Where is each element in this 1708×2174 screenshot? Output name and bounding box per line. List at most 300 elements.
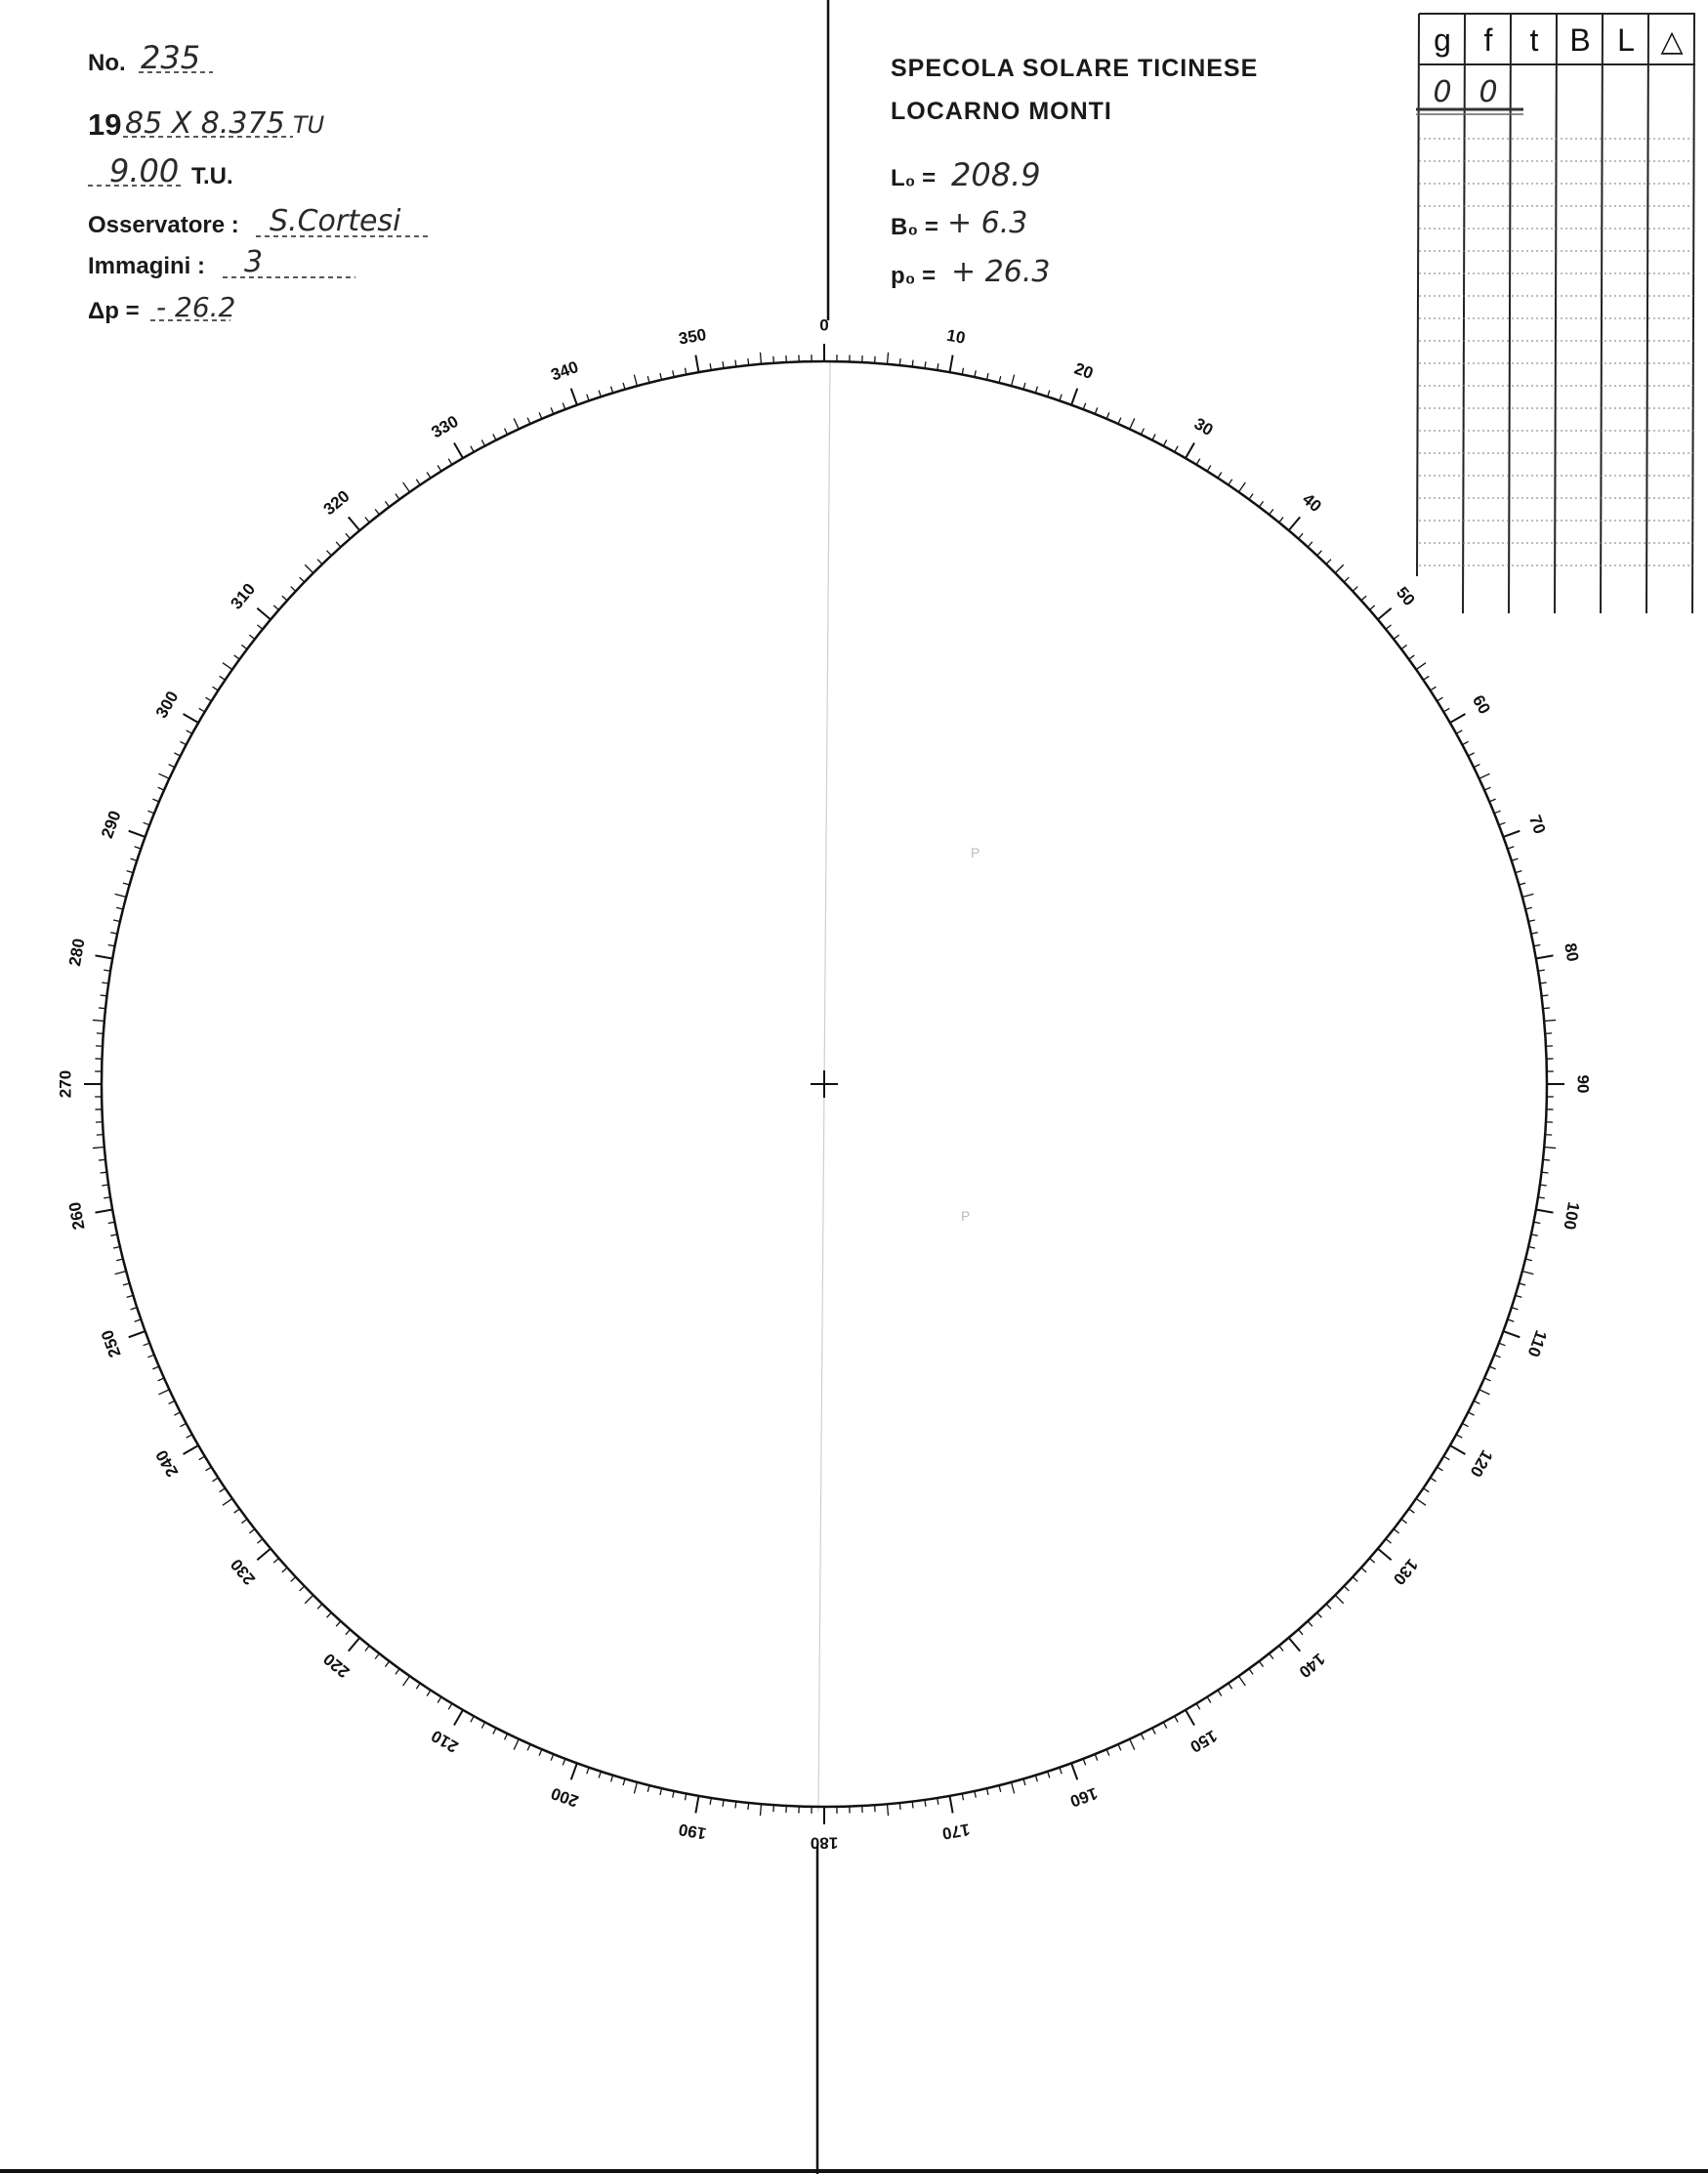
faint-mark-1: P: [971, 845, 980, 860]
degree-tick: [1106, 1749, 1109, 1755]
b0-label: B₀ =: [891, 214, 938, 240]
p0-value: + 26.3: [951, 255, 1051, 289]
degree-tick: [101, 1172, 107, 1173]
degree-tick: [539, 1749, 542, 1755]
degree-tick: [1519, 883, 1525, 885]
degree-tick: [1489, 1366, 1495, 1369]
table-col-line-4: [1601, 14, 1603, 613]
degree-tick: [1095, 407, 1098, 413]
degree-tick: [1503, 1331, 1520, 1337]
degree-tick: [481, 439, 484, 445]
table-col-line-6: [1692, 14, 1694, 613]
degree-tick: [113, 1246, 120, 1248]
degree-tick: [158, 773, 169, 778]
degree-tick: [986, 373, 988, 380]
degree-tick: [1106, 412, 1109, 418]
degree-tick: [1378, 608, 1392, 620]
degree-tick: [135, 1319, 142, 1321]
degree-tick: [1317, 1612, 1322, 1617]
degree-tick: [1175, 1716, 1178, 1722]
degree-tick: [184, 714, 199, 723]
degree-tick: [129, 831, 146, 837]
degree-tick: [975, 370, 976, 377]
degree-label-170: 170: [940, 1819, 972, 1844]
degree-label-320: 320: [319, 486, 354, 520]
degree-label-50: 50: [1392, 583, 1419, 609]
degree-label-210: 210: [428, 1726, 462, 1757]
degree-tick: [93, 1020, 104, 1021]
degree-tick: [481, 1722, 484, 1728]
degree-tick: [220, 1488, 226, 1492]
degree-tick: [1118, 1744, 1121, 1750]
degree-tick: [1494, 811, 1500, 814]
degree-tick: [300, 577, 305, 582]
degree-tick: [385, 1661, 389, 1667]
degree-tick: [403, 482, 410, 492]
degree-tick: [257, 625, 262, 629]
degree-tick: [1503, 831, 1520, 837]
degree-tick: [257, 608, 271, 620]
table-col-line-2: [1509, 14, 1511, 613]
degree-tick: [158, 1378, 164, 1381]
degree-tick: [127, 871, 134, 873]
degree-tick: [1468, 1412, 1474, 1415]
degree-tick: [1308, 542, 1312, 547]
degree-label-220: 220: [319, 1649, 354, 1682]
degree-tick: [1279, 1646, 1283, 1651]
table-header-delta: △: [1660, 24, 1684, 59]
degree-tick: [1218, 473, 1222, 479]
table-header-f: f: [1483, 22, 1493, 58]
degree-tick: [116, 907, 123, 909]
degree-tick: [184, 1445, 199, 1454]
table-cell-g-1: 0: [1433, 75, 1452, 109]
degree-label-230: 230: [227, 1555, 260, 1589]
degree-label-70: 70: [1524, 813, 1550, 837]
degree-tick: [213, 687, 219, 690]
degree-tick: [396, 494, 399, 500]
degree-tick: [257, 1549, 271, 1561]
degree-tick: [735, 360, 736, 367]
date-value: 85 X 8.375: [125, 106, 285, 141]
delta-p-label: Δp =: [88, 298, 140, 324]
degree-tick: [975, 1791, 976, 1798]
degree-tick: [1186, 1710, 1194, 1726]
degree-tick: [273, 1558, 278, 1563]
degree-tick: [514, 418, 519, 429]
degree-tick: [291, 1577, 296, 1582]
degree-tick: [1175, 446, 1178, 452]
degree-tick: [899, 1803, 900, 1810]
degree-tick: [1048, 391, 1050, 397]
degree-tick: [1152, 434, 1155, 439]
degree-tick: [1369, 1558, 1374, 1563]
degree-label-340: 340: [548, 357, 581, 385]
table-col-line-3: [1555, 14, 1557, 613]
degree-label-240: 240: [151, 1446, 183, 1481]
degree-tick: [1344, 577, 1349, 582]
observer-label: Osservatore :: [88, 212, 239, 238]
table-header-t: t: [1529, 22, 1539, 58]
degree-tick: [454, 1710, 463, 1726]
degree-tick: [1298, 1629, 1303, 1634]
degree-tick: [539, 412, 542, 418]
degree-label-280: 280: [64, 937, 89, 968]
degree-tick: [1450, 714, 1466, 723]
degree-tick: [1152, 1728, 1155, 1734]
degree-tick: [1207, 1697, 1211, 1703]
degree-label-0: 0: [819, 315, 829, 335]
degree-tick: [1528, 1246, 1535, 1248]
degree-tick: [471, 446, 474, 452]
l0-value: 208.9: [951, 156, 1041, 193]
degree-tick: [169, 765, 175, 768]
degree-tick: [282, 1568, 287, 1572]
degree-tick: [1141, 429, 1144, 435]
degree-tick: [1141, 1734, 1144, 1739]
degree-tick: [760, 1804, 761, 1816]
degree-tick: [493, 434, 496, 439]
degree-tick: [887, 1804, 888, 1816]
degree-tick: [1186, 443, 1194, 459]
degree-tick: [1484, 787, 1490, 790]
degree-tick: [673, 1791, 674, 1798]
degree-tick: [1196, 1703, 1200, 1709]
degree-tick: [116, 1259, 123, 1261]
degree-tick: [1270, 509, 1273, 515]
degree-tick: [887, 353, 888, 364]
table-cell-f-1: 0: [1479, 75, 1498, 109]
degree-tick: [234, 655, 240, 659]
degree-tick: [180, 741, 186, 744]
degree-tick: [1308, 1621, 1312, 1626]
degree-tick: [99, 1008, 105, 1009]
degree-tick: [1479, 1390, 1490, 1395]
degree-tick: [96, 955, 113, 958]
degree-tick: [1409, 1509, 1415, 1513]
degree-tick: [1423, 676, 1429, 680]
degree-tick: [1528, 920, 1535, 922]
degree-tick: [1484, 1378, 1490, 1381]
degree-tick: [611, 387, 613, 394]
degree-tick: [760, 353, 761, 364]
degree-tick: [1512, 858, 1519, 860]
degree-tick: [1095, 1754, 1098, 1760]
degree-tick: [385, 501, 389, 507]
degree-label-40: 40: [1299, 489, 1325, 517]
degree-tick: [1196, 459, 1200, 465]
degree-tick: [1508, 847, 1515, 849]
degree-tick: [1499, 822, 1506, 825]
degree-tick: [223, 663, 232, 670]
degree-tick: [660, 373, 662, 380]
l0-label: L₀ =: [891, 165, 937, 191]
degree-tick: [1361, 596, 1366, 601]
degree-tick: [147, 811, 153, 814]
degree-label-180: 180: [810, 1833, 839, 1853]
degree-tick: [551, 407, 554, 413]
degree-tick: [147, 1355, 153, 1358]
degree-tick: [131, 858, 138, 860]
degree-tick: [223, 1498, 232, 1505]
degree-tick: [986, 1788, 988, 1795]
degree-label-10: 10: [944, 325, 967, 348]
degree-label-200: 200: [548, 1783, 581, 1811]
degree-tick: [241, 1519, 247, 1523]
degree-tick: [110, 933, 117, 934]
degree-tick: [660, 1788, 662, 1795]
degree-tick: [1238, 1676, 1245, 1686]
degree-tick: [1060, 395, 1062, 401]
degree-tick: [1335, 1595, 1343, 1603]
degree-tick: [187, 731, 192, 733]
degree-tick: [206, 1467, 212, 1471]
observer-value: S.Cortesi: [270, 204, 401, 238]
degree-tick: [273, 606, 278, 610]
degree-tick: [1516, 1295, 1522, 1297]
degree-tick: [305, 564, 312, 572]
degree-tick: [1218, 1691, 1222, 1696]
degree-tick: [448, 459, 452, 465]
degree-tick: [514, 1739, 519, 1750]
degree-tick: [1386, 625, 1391, 629]
degree-tick: [634, 1782, 637, 1794]
degree-tick: [1541, 995, 1548, 996]
degree-label-20: 20: [1071, 358, 1096, 384]
degree-tick: [912, 1801, 913, 1808]
degree-tick: [647, 376, 649, 383]
degree-label-290: 290: [98, 808, 125, 841]
degree-tick: [1394, 635, 1399, 639]
degree-tick: [1437, 697, 1443, 701]
degree-tick: [241, 645, 247, 648]
delta-p-value: - 26.2: [156, 291, 236, 323]
degree-tick: [1450, 1445, 1466, 1454]
degree-tick: [144, 1343, 150, 1346]
degree-tick: [96, 1209, 113, 1212]
degree-tick: [1023, 1778, 1025, 1785]
degree-tick: [346, 1629, 351, 1634]
degree-tick: [1229, 1683, 1232, 1689]
degree-tick: [1249, 1669, 1253, 1675]
degree-tick: [1437, 1467, 1443, 1471]
degree-tick: [599, 1772, 601, 1778]
degree-tick: [1525, 907, 1532, 909]
degree-tick: [1369, 606, 1374, 610]
degree-tick: [129, 1331, 146, 1337]
degree-tick: [1401, 1519, 1407, 1523]
degree-tick: [1443, 1456, 1449, 1460]
degree-tick: [623, 383, 625, 390]
degree-tick: [1409, 655, 1415, 659]
degree-tick: [505, 429, 508, 435]
degree-tick: [110, 1234, 117, 1235]
degree-tick: [1023, 383, 1025, 390]
degree-tick: [1035, 1776, 1037, 1782]
degree-tick: [527, 1744, 530, 1750]
degree-tick: [1163, 439, 1166, 445]
degree-tick: [999, 1785, 1001, 1792]
degree-tick: [1083, 403, 1086, 410]
degree-tick: [587, 395, 589, 401]
degree-label-100: 100: [1560, 1200, 1584, 1232]
degree-tick: [1522, 894, 1534, 897]
degree-label-90: 90: [1573, 1074, 1593, 1094]
degree-tick: [199, 1456, 205, 1460]
degree-tick: [101, 995, 107, 996]
solar-disk: [56, 315, 1592, 1852]
degree-tick: [1536, 1209, 1554, 1212]
degree-tick: [152, 1366, 158, 1369]
degree-tick: [748, 358, 749, 365]
table-header-l: L: [1617, 22, 1635, 58]
degree-tick: [113, 920, 120, 922]
degree-tick: [1401, 645, 1407, 648]
degree-label-120: 120: [1466, 1446, 1497, 1481]
institution-line-2: LOCARNO MONTI: [891, 98, 1112, 125]
degree-tick: [1012, 1782, 1015, 1794]
degree-tick: [1516, 871, 1522, 873]
degree-tick: [206, 697, 212, 701]
degree-tick: [305, 1595, 312, 1603]
degree-tick: [1543, 1159, 1550, 1160]
degree-tick: [427, 473, 431, 479]
degree-tick: [448, 1703, 452, 1709]
degree-tick: [1353, 587, 1357, 592]
degree-tick: [317, 560, 322, 564]
degree-tick: [169, 1401, 175, 1403]
degree-tick: [1035, 387, 1037, 394]
number-value: 235: [141, 39, 201, 76]
degree-tick: [1118, 418, 1121, 424]
degree-tick: [1130, 1739, 1135, 1750]
degree-tick: [1479, 773, 1490, 778]
degree-tick: [1289, 517, 1301, 530]
degree-tick: [1378, 1549, 1392, 1561]
degree-tick: [1335, 564, 1343, 572]
degree-tick: [1259, 1661, 1263, 1667]
degree-tick: [587, 1768, 589, 1775]
degree-tick: [1386, 1539, 1391, 1543]
spot-table: [1416, 14, 1695, 613]
degree-tick: [949, 1796, 952, 1814]
degree-tick: [949, 355, 952, 373]
degree-tick: [127, 1295, 134, 1297]
degree-tick: [571, 389, 577, 405]
degree-tick: [115, 1272, 127, 1275]
degree-tick: [562, 1759, 565, 1766]
degree-tick: [199, 708, 205, 712]
table-col-line-0: [1417, 14, 1419, 576]
degree-tick: [899, 358, 900, 365]
degree-tick: [416, 480, 420, 485]
faint-mark-2: P: [961, 1208, 971, 1224]
degree-tick: [123, 883, 130, 885]
degree-label-270: 270: [56, 1069, 75, 1099]
degree-tick: [1489, 799, 1495, 802]
degree-tick: [1344, 1586, 1349, 1591]
degree-tick: [249, 635, 255, 639]
degree-tick: [365, 517, 369, 522]
header-right: [891, 55, 1258, 289]
degree-tick: [505, 1734, 508, 1739]
degree-tick: [416, 1683, 420, 1689]
degree-tick: [1474, 765, 1479, 768]
degree-tick: [1238, 482, 1245, 492]
degree-tick: [1361, 1568, 1366, 1572]
degree-label-300: 300: [151, 688, 183, 722]
degree-tick: [1259, 501, 1263, 507]
degree-tick: [1229, 480, 1232, 485]
degree-tick: [1544, 1147, 1556, 1148]
images-value: 3: [244, 245, 264, 279]
table-col-line-5: [1646, 14, 1648, 613]
degree-tick: [336, 542, 341, 547]
degree-label-140: 140: [1295, 1649, 1329, 1682]
degree-tick: [187, 1435, 192, 1438]
table-col-line-1: [1463, 14, 1465, 613]
degree-tick: [634, 375, 637, 387]
degree-tick: [735, 1801, 736, 1808]
degree-tick: [123, 1283, 130, 1285]
degree-tick: [1270, 1653, 1273, 1659]
degree-tick: [695, 355, 698, 373]
degree-tick: [1207, 466, 1211, 472]
degree-tick: [1279, 517, 1283, 522]
degree-tick: [551, 1754, 554, 1760]
images-label: Immagini :: [88, 253, 206, 279]
degree-tick: [282, 596, 287, 601]
degree-tick: [1130, 418, 1135, 429]
degree-tick: [1531, 933, 1538, 934]
time-label: T.U.: [191, 163, 233, 189]
degree-label-190: 190: [677, 1819, 708, 1844]
degree-tick: [437, 466, 441, 472]
degree-tick: [695, 1796, 698, 1814]
degree-tick: [1326, 560, 1331, 564]
degree-tick: [1416, 663, 1426, 670]
degree-tick: [1474, 1401, 1479, 1403]
degree-tick: [611, 1776, 613, 1782]
degree-tick: [912, 360, 913, 367]
degree-label-80: 80: [1561, 941, 1583, 964]
degree-tick: [1522, 1272, 1534, 1275]
degree-tick: [1494, 1355, 1500, 1358]
time-value: 9.00: [109, 152, 180, 189]
degree-tick: [152, 799, 158, 802]
degree-label-350: 350: [677, 324, 708, 349]
degree-label-60: 60: [1468, 691, 1494, 718]
degree-tick: [1083, 1759, 1086, 1766]
degree-tick: [1416, 1498, 1426, 1505]
degree-tick: [131, 1308, 138, 1310]
degree-tick: [1012, 375, 1015, 387]
degree-tick: [375, 1653, 379, 1659]
degree-label-110: 110: [1523, 1327, 1551, 1359]
degree-tick: [1531, 1234, 1538, 1235]
degree-tick: [1048, 1772, 1050, 1778]
degree-tick: [346, 533, 351, 538]
degree-tick: [180, 1423, 186, 1426]
degree-tick: [1298, 533, 1303, 538]
degree-tick: [158, 1390, 169, 1395]
degree-label-130: 130: [1389, 1555, 1422, 1589]
degree-tick: [1071, 1763, 1077, 1779]
number-label: No.: [88, 50, 126, 76]
degree-tick: [135, 847, 142, 849]
degree-tick: [300, 1586, 305, 1591]
degree-tick: [1544, 1020, 1556, 1021]
